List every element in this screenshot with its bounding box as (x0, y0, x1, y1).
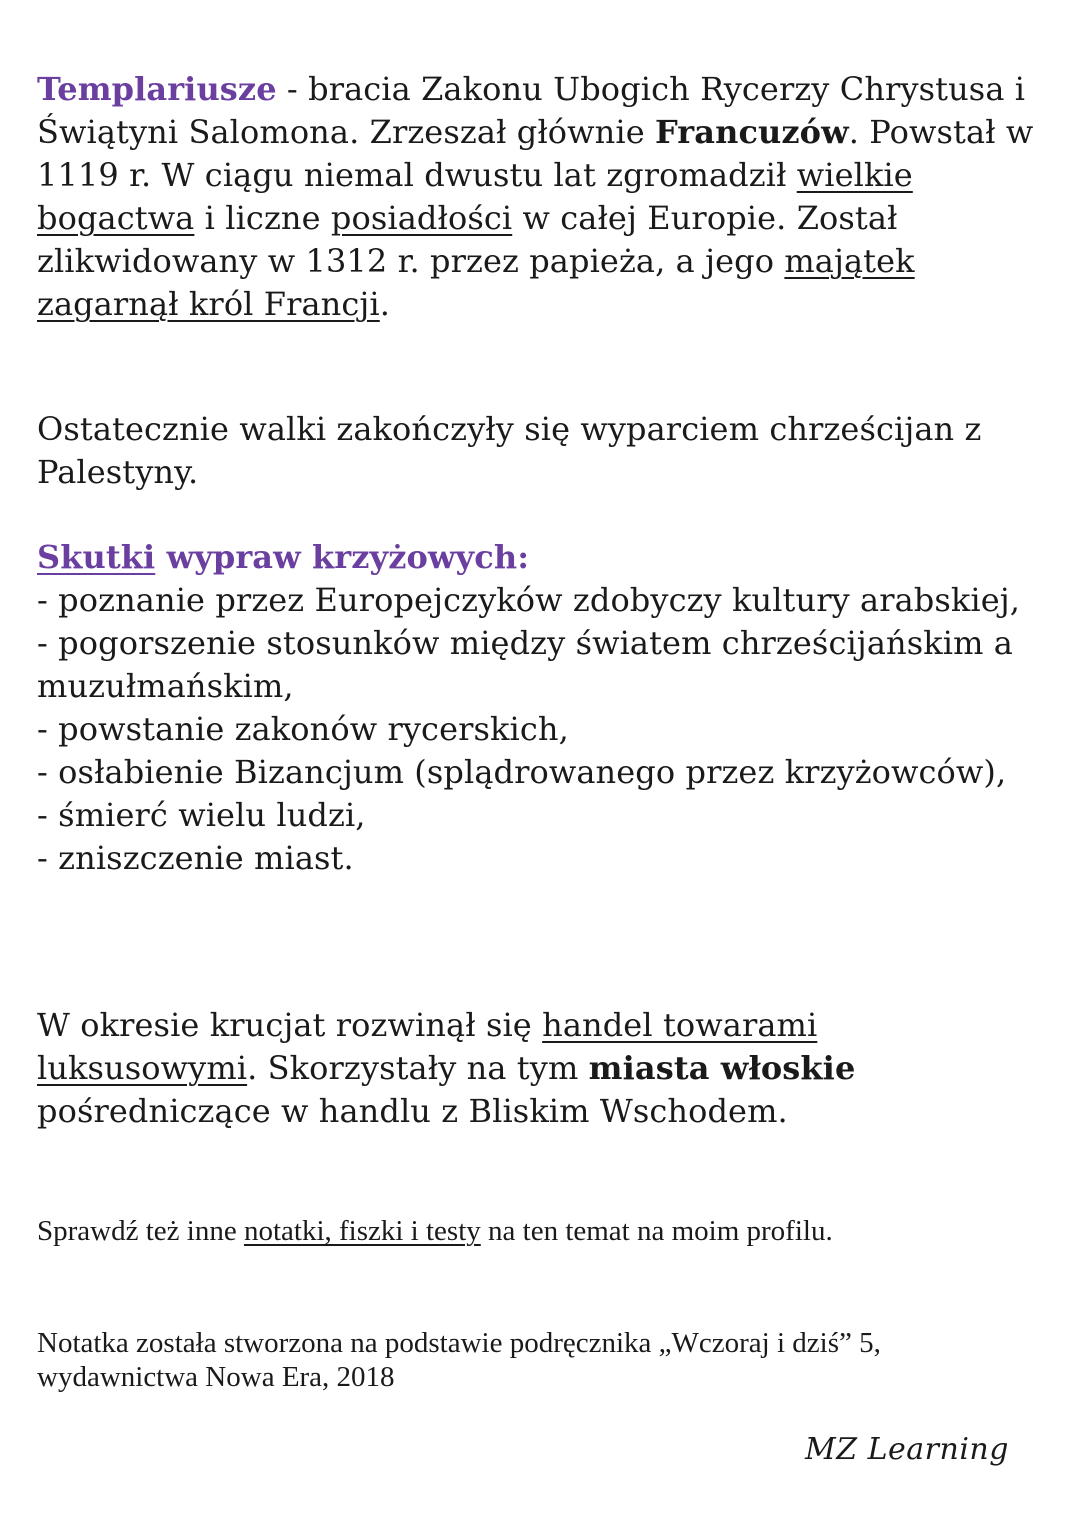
trade-underline-luxury: handel towarami luksusowymi (37, 1006, 818, 1087)
effects-list-item: - osłabienie Bizancjum (splądrowanego przez krzyżowców), (37, 753, 1007, 791)
trade-bold-italian-cities: miasta włoskie (588, 1049, 856, 1087)
effects-list-item: - pogorszenie stosunków między światem chrześcijańskim a muzułmańskim, (37, 624, 1013, 705)
effects-list-item: - powstanie zakonów rycerskich, (37, 710, 569, 748)
trade-text-1: W okresie krucjat rozwinął się (37, 1006, 543, 1044)
templars-text-4: w całej Europie. Został zlikwidowany w 1312 r. przez papieża, a jego (37, 199, 898, 280)
trade-paragraph (37, 1004, 1047, 1133)
effects-heading (37, 536, 1047, 579)
templars-term: Templariusze (37, 70, 277, 108)
effects-list-item: - śmierć wielu ludzi, (37, 796, 366, 834)
source-note (37, 1326, 1047, 1394)
templars-text-3: i liczne (194, 199, 331, 237)
effects-list-item: - zniszczenie miast. (37, 839, 354, 877)
trade-text-3: pośredniczące w handlu z Bliskim Wschodem. (37, 1092, 788, 1130)
source-text: Notatka została stworzona na podstawie podręcznika „Wczoraj i dziś” 5, wydawnictwa Nowa Era, 2018 (37, 1327, 881, 1393)
templars-underline-estates: posiadłości (330, 199, 513, 237)
check-text-2: na ten temat na moim profilu. (480, 1215, 833, 1247)
effects-heading-underlined: Skutki (37, 538, 156, 576)
templars-bold-french: Francuzów (655, 113, 849, 151)
ending-paragraph (37, 408, 1047, 494)
check-text-1: Sprawdź też inne (37, 1215, 244, 1247)
templars-text-2: . Powstał w 1119 r. W ciągu niemal dwustu lat zgromadził (37, 113, 1034, 194)
trade-text-2: . Skorzystały na tym (247, 1049, 589, 1087)
templars-underline-wealth: wielkie bogactwa (37, 156, 913, 237)
effects-list-item: - poznanie przez Europejczyków zdobyczy kultury arabskiej, (37, 581, 1021, 619)
check-profile-line (37, 1214, 1047, 1248)
templars-text-5: . (379, 285, 391, 323)
ending-text: Ostatecznie walki zakończyły się wyparciem chrześcijan z Palestyny. (37, 410, 982, 491)
templars-underline-king: majątek zagarnął król Francji (37, 242, 915, 323)
effects-heading-rest: wypraw krzyżowych: (155, 538, 530, 576)
effects-section (37, 536, 1047, 880)
check-link-notes[interactable]: notatki, fiszki i testy (243, 1215, 481, 1247)
templars-paragraph (37, 68, 1047, 326)
templars-text-1: - bracia Zakonu Ubogich Rycerzy Chrystusa i Świątyni Salomona. Zrzeszał głównie (37, 70, 1026, 151)
author-signature: MZ Learning (805, 1432, 1009, 1467)
